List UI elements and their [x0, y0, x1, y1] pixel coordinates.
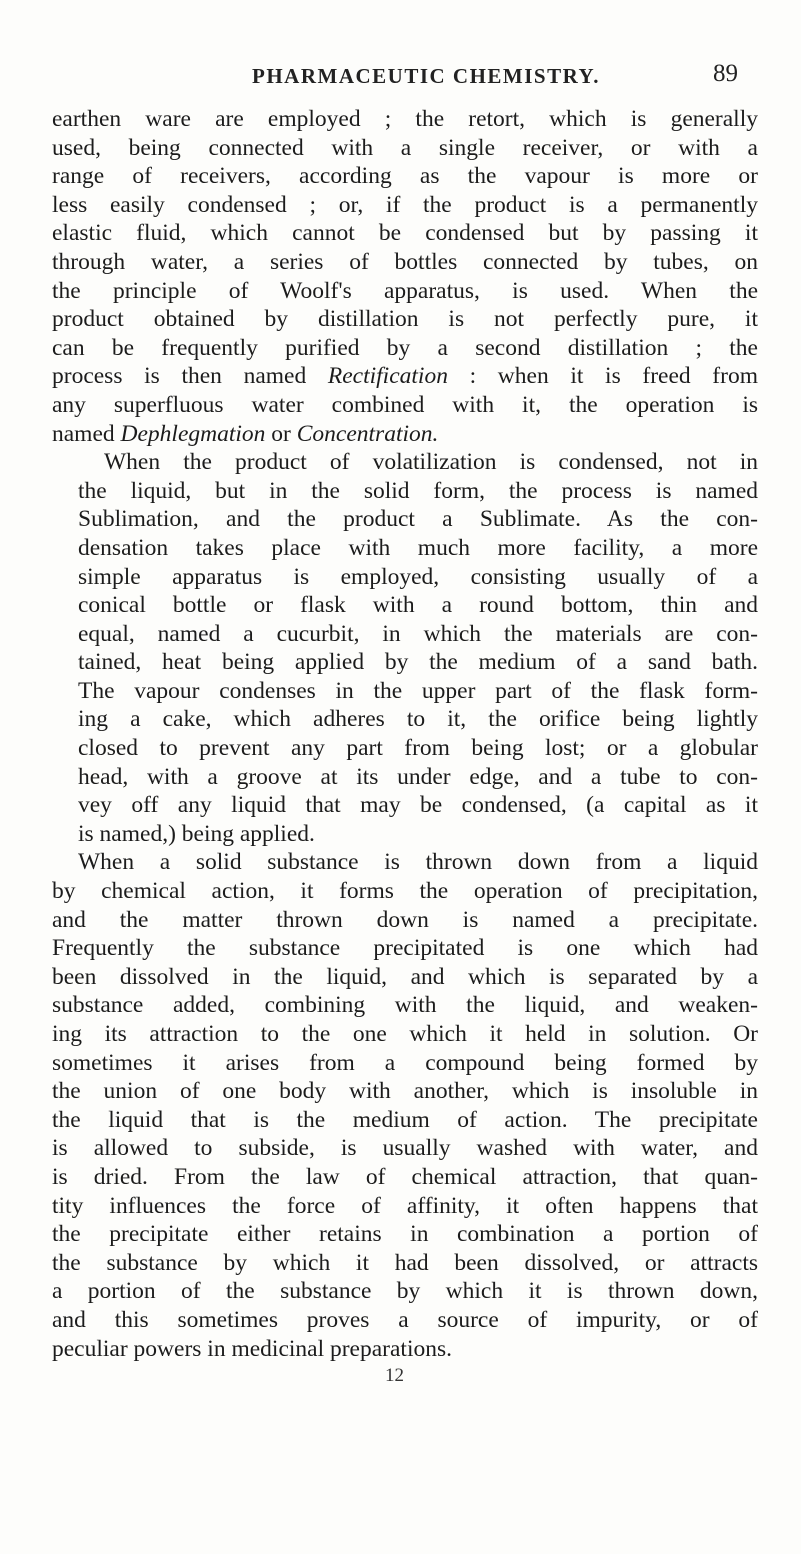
text-line: range of receivers, according as the vapour is more or	[52, 163, 758, 190]
italic-term: Rectification	[327, 363, 448, 390]
text-line: a portion of the substance by which it is thrown down,	[52, 1278, 758, 1305]
text-line: can be frequently purified by a second distillation ; the	[52, 334, 758, 361]
text-line: Sublimation, and the product a Sublimate. As the con-	[78, 506, 758, 533]
text-line: is named,) being applied.	[78, 820, 315, 847]
text-line: head, with a groove at its under edge, and a tube to con-	[78, 763, 758, 790]
text-line: used, being connected with a single receiver, or with a	[52, 134, 758, 161]
italic-term: Concentration.	[296, 420, 439, 447]
text-line: tity influences the force of affinity, it often happens that	[52, 1192, 758, 1219]
text-line: closed to prevent any part from being lost; or a globular	[78, 735, 758, 762]
text-line: densation takes place with much more facility, a more	[78, 534, 758, 561]
text-line: is allowed to subside, is usually washed with water, and	[52, 1135, 758, 1162]
text-line: When the product of volatilization is condensed, not in	[104, 449, 758, 476]
text-line: the union of one body with another, which is insoluble in	[52, 1078, 758, 1105]
paragraph-distillation	[52, 105, 758, 448]
text-line: conical bottle or flask with a round bottom, thin and	[78, 592, 758, 619]
text-line: ing a cake, which adheres to it, the orifice being lightly	[78, 706, 758, 733]
text-line: product obtained by distillation is not perfectly pure, it	[52, 306, 758, 333]
text-line: through water, a series of bottles connected by tubes, on	[52, 248, 758, 275]
body-text	[52, 105, 758, 1363]
text-line: peculiar powers in medicinal preparations.	[52, 1335, 453, 1362]
text-line: When a solid substance is thrown down from a liquid	[78, 849, 758, 876]
paragraph-precipitation	[52, 848, 758, 1363]
text-line: any superfluous water combined with it, the operation is	[52, 391, 758, 418]
text-line: equal, named a cucurbit, in which the materials are con-	[78, 620, 758, 647]
text-line: substance added, combining with the liquid, and weaken-	[52, 992, 758, 1019]
signature-mark: 12	[385, 1365, 404, 1386]
text-line: is dried. From the law of chemical attraction, that quan-	[52, 1163, 758, 1190]
text-line: the liquid, but in the solid form, the process is named	[78, 477, 758, 504]
text-line: the liquid that is the medium of action. The precipitate	[52, 1106, 758, 1133]
text-line: been dissolved in the liquid, and which is separated by a	[52, 963, 758, 990]
text-line: process is then named Rectification : when it is freed from	[52, 363, 758, 390]
text-line: sometimes it arises from a compound being formed by	[52, 1049, 758, 1076]
paragraph-sublimation	[52, 448, 758, 848]
italic-term: Dephlegmation	[120, 420, 266, 447]
text-line: named Dephlegmation or Concentration.	[52, 420, 439, 447]
text-line: and this sometimes proves a source of impurity, or of	[52, 1306, 758, 1333]
text-line: the substance by which it had been dissolved, or attracts	[52, 1249, 758, 1276]
page-number: 89	[713, 60, 738, 87]
text-line: the precipitate either retains in combination a portion of	[52, 1221, 758, 1248]
text-line: less easily condensed ; or, if the product is a permanently	[52, 191, 758, 218]
text-line: and the matter thrown down is named a precipitate.	[52, 906, 758, 933]
text-line: tained, heat being applied by the medium of a sand bath.	[78, 649, 758, 676]
text-line: elastic fluid, which cannot be condensed but by passing it	[52, 220, 758, 247]
text-line: simple apparatus is employed, consisting usually of a	[78, 563, 758, 590]
text-line: Frequently the substance precipitated is one which had	[52, 935, 758, 962]
text-line: ing its attraction to the one which it held in solution. Or	[52, 1021, 758, 1047]
text-line: the principle of Woolf's apparatus, is used. When the	[52, 277, 758, 304]
running-title: PHARMACEUTIC CHEMISTRY.	[252, 64, 601, 88]
text-line: vey off any liquid that may be condensed, (a capital as it	[78, 792, 758, 819]
text-line: earthen ware are employed ; the retort, which is generally	[52, 106, 758, 132]
text-line: by chemical action, it forms the operation of precipitation,	[52, 878, 758, 905]
text-line: The vapour condenses in the upper part of the flask form-	[78, 677, 758, 704]
